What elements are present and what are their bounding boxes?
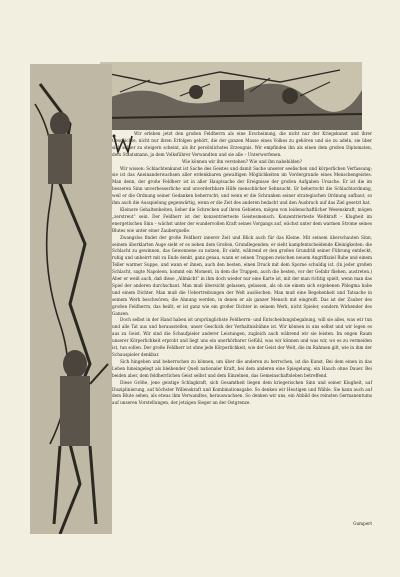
author-name: Gumpert — [353, 521, 372, 526]
paragraph: Wie können wir ihn verstehen? Wie und ihn nahebilden? — [182, 158, 302, 164]
paragraph: Diese Größe, jene geistige Schlagkraft, sich Gesamtheit liegen dem kriegerischen Sinn und seiner Klugheit, auf Disziplinierung, auf höchster Willenskraft und Kombinationsgabe. So denken wir Heutigen und Wähle. Sie kann auch auf dem Blute sehen, als etwas ihm Verwandtes, herauswachsen. So denken wir uns, ein Abbild des reinsten Germanentums auf unseren Vorstellungen, der jetzigen Sieger an der Ostgrenze. — [112, 379, 372, 406]
paragraph: Wir wissen: Schlachtenkunst ist Sache des Geistes und damit Sache unserer seelischen und körperlichen Verfassung; sie ist das Aneinanderwachsen aller erdenkbaren gewaltigen Möglichkeiten im Vordergrunde eines Menschengeistes. Man denn, der große Feldherr ist in aller Hauptsache der Ereignisse der großen Aufgaben Ursache. Er ist die im besseren Sinn unverbesserliche und unverderbbare Hilfe menschlicher Sehnsucht. Er beherrscht die Schlachtordnung, weil er die Ordnung seiner Gedanken beherrscht; und wenn er die Schranken seiner strategischen Ordnung aufbaut, so ihm auch die Ausspielung gegenwärtig, wenn er die Zeit des anderen bedacht und den Ausbruch auf das Ziel gesetzt hat. — [112, 165, 372, 206]
paragraph: Kleinere Gehaltenheiten, lieber die Schrecken auf ihren Gebieten, mögen von leidenschaftlicher Wesenskraft, mögen „zerstreut“ sein. Der Feldherr ist der konzentrierteste Geistesmensch. Konzentrierteste Weltkraft – Klugheit im energetischen Sinn – wächst unter der wundervollen Kraft seines Vorgangs auf, wächst unter dem warmen Strome seines Blutes wie unter einer Zauberquelle. — [112, 206, 372, 233]
article-body — [112, 131, 372, 531]
paragraph: Wir erleben jetzt den großen Feldherrn als eine Erscheinung, die nicht nur der Kriegskunst und ihrer Geschichte, nicht nur ihren Erfolgen gehört, die der ganzen Masse eines Volkes zu gehören und sie zu adeln, sie über sich selber zu steigern scheint, als ihr persönlichstes Erzeugnis. Wir empfinden ihn als einen dem großen Diplomaten, dem Staatsmann, ja dem Volksführer Verwandten und sie alle – Unterworfenen. — [112, 131, 372, 157]
soldier-border-illustration — [30, 64, 112, 534]
paragraph: Doch selbst in der Hand haben ist ursprünglichste Feldherrn- und Entscheidungsbegabung, will sie alles, was wir tun und alle Tat aus und herausstellen, unser Geschick der Verhaltnisbühne ist. Wir können in uns selbst und wir legen es aus zu Geist. Wir sind die Schaufpieler anderer Leistungen, zugleich auch während wir sie leisten. Im engen Raum unserer Körperlichkeit erprobt und liegt uns ein unerhörbarer Gefühl, was wir können und was wir, wo es zu vermeiden ist, tun sollen. Der große Feldherr ist ohne jede Körperlichkeit, wie der Geist der Welt, die im Rahmen gilt, wie in ihm der Schauspieler denkbar. — [112, 317, 372, 357]
battle-scene-illustration — [100, 62, 362, 130]
paragraph: Sich hingeben und beherrschen zu können, um über die anderen zu herrschen, ist die Kunst. Bei dem einen in das Leben hineingelegt als bleibender Quell nationaler Kraft, bei dem anderen eine Spiegelung, ein Hauch ohne Dauer. Bei beiden aber, dem feldherrlichen Geist selbst und dem Einzelnen, das Gemeinschaftsleben betreffend. — [112, 358, 372, 378]
paragraph: Zwangslos findet der große Feldherr innerer Zeit und Blick auch für das Kleine. Mit seinem überschauten Sinn, seinem überklarten Auge sieht er es neben dem Großen, Grundlegenden; er sieht kampfentscheidende Kleinigkeiten: die Schlacht zu gewinnen, das Gewonnene zu nutzen, Er sieht, während er den großen Grundriß seiner Führung entdeckt, ruhig und unbeirrt mit zu Ende denkt, ganz genau, wann er seinen Truppen zwischen neuem Angriffsziel Ruhe und einem Teller warmer Suppe, und wann er ihnen, auch den besten, einen Druck mit dem Sporne schuldig ist. (In jeder großen Schlacht, sagte Napoleon, kommt ein Moment, in dem die Truppen, auch die besten, vor der Gefahr fliehen, austreten.) Aber er weiß auch, daß diese „Allmächt“ in ihm doch wieder nur eine Karte ist, mit der man richtig spielt, wenn man das Spiel der anderen durchschaut. Man muß übersicht gelassen, gelassen, als ob sie einem sich ergebenen Phlegma habe und einem Dichter. Man muß die Uebertreibungen der Welt auslöschen. Man muß eine Begebenheit und Tatsache in seinem Werk beschwören; die Ahnung werden, in denen er als ganzer Mensch mit eingreift. Das ist der Zauber des großen Feldherrn, das heißt, er ist ganz wie ein großer Dichter in seinem Werk, nicht Spieler, sondern Wirkender des Ganzen. — [112, 234, 372, 316]
